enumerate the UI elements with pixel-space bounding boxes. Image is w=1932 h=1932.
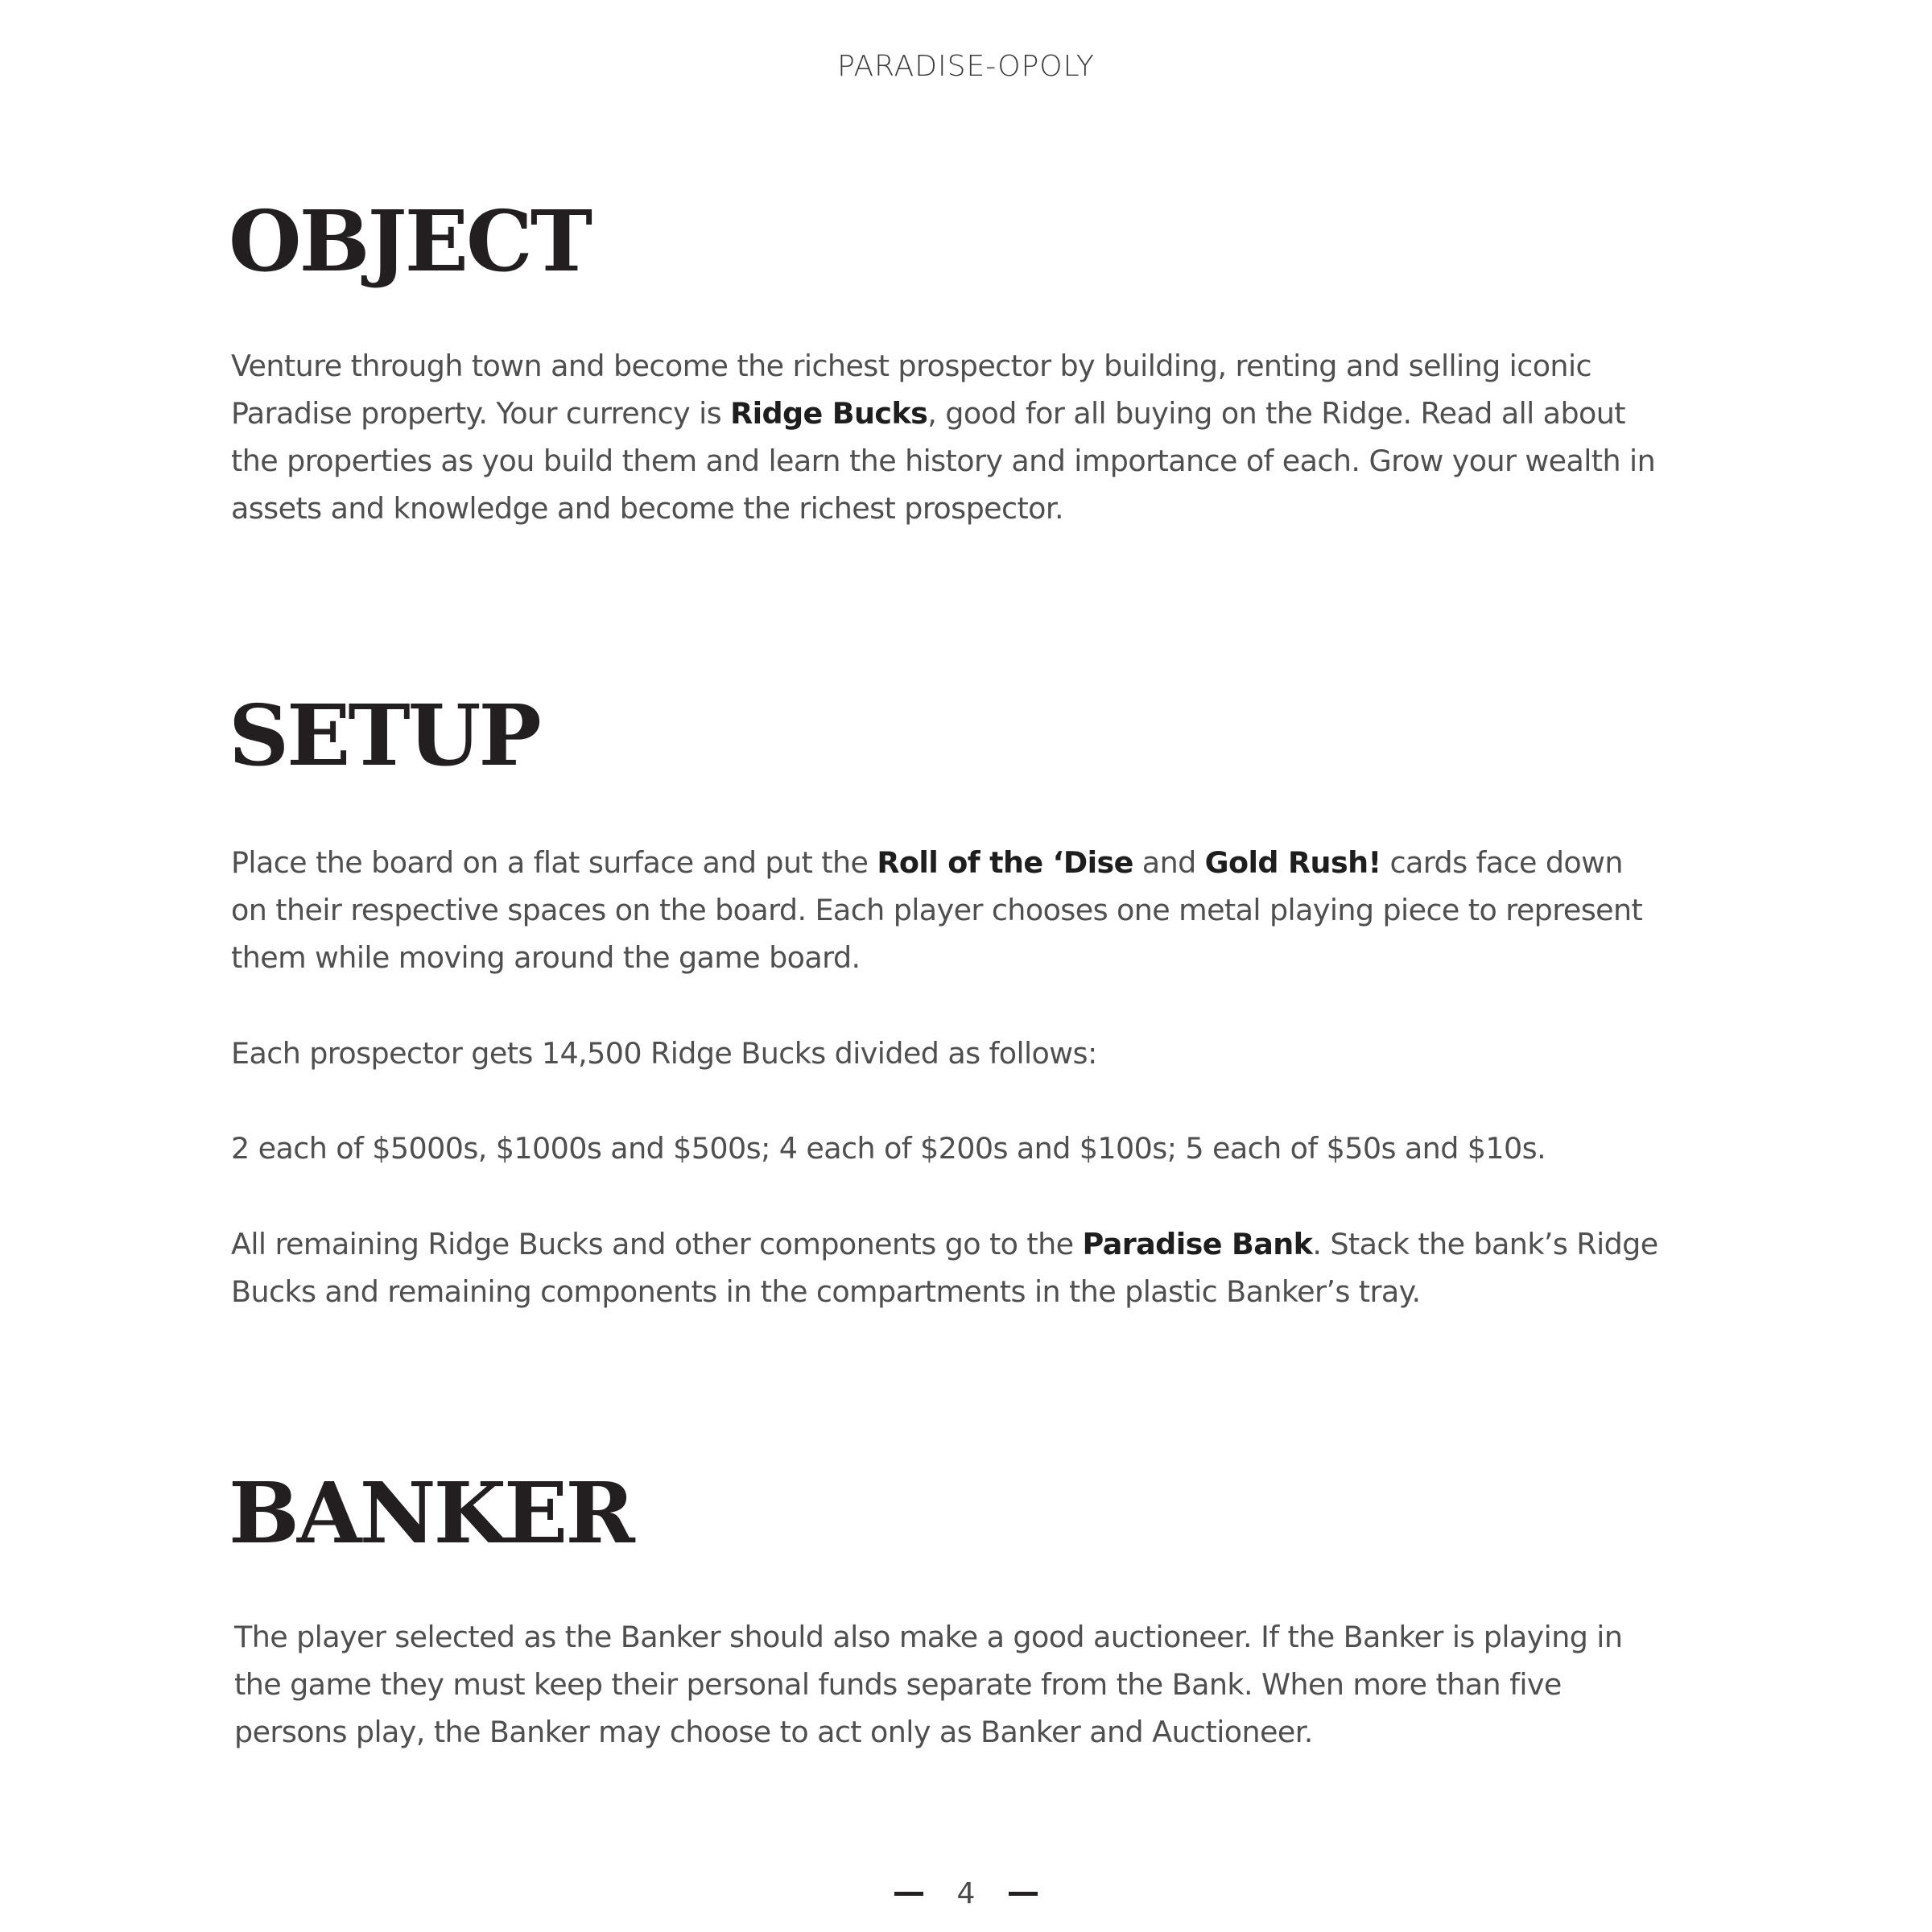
setup-paragraph-2: Each prospector gets 14,500 Ridge Bucks divided as follows: <box>231 1036 1097 1071</box>
page-number: 4 <box>956 1876 976 1910</box>
text-run: . Stack the bank’s Ridge Bucks and remaining components in the compartments in the plastic Banker’s tray. <box>231 1227 1658 1309</box>
running-header: PARADISE-OPOLY <box>837 50 1095 83</box>
object-heading: OBJECT <box>229 192 591 291</box>
footer-dash-left <box>894 1892 923 1896</box>
setup-heading: SETUP <box>229 686 539 785</box>
text-run: All remaining Ridge Bucks and other components go to the <box>231 1227 1083 1261</box>
setup-paragraph-4 <box>231 1220 1664 1315</box>
banker-heading: BANKER <box>229 1463 633 1563</box>
ridge-bucks-emphasis: Ridge Bucks <box>730 396 928 431</box>
setup-paragraph-1 <box>231 839 1664 981</box>
setup-paragraph-3: 2 each of $5000s, $1000s and $500s; 4 each of $200s and $100s; 5 each of $50s and $10s. <box>231 1131 1546 1166</box>
gold-rush-emphasis: Gold Rush! <box>1204 845 1381 880</box>
text-run: Venture through town and become the richest prospector by building, renting and selling iconic Paradise property. Your currency is <box>231 349 1591 431</box>
text-run: Place the board on a flat surface and put the <box>231 845 877 880</box>
footer-dash-right <box>1009 1892 1038 1896</box>
text-run: cards face down on their respective spaces on the board. Each player chooses one metal playing piece to represent them while moving around the game board. <box>231 845 1643 975</box>
paradise-bank-emphasis: Paradise Bank <box>1082 1227 1313 1261</box>
page-footer <box>0 1869 1932 1918</box>
text-run: and <box>1133 845 1205 880</box>
roll-of-the-dise-emphasis: Roll of the ‘Dise <box>877 845 1133 880</box>
banker-paragraph: The player selected as the Banker should also make a good auctioneer. If the Banker is playing in the game they must keep their personal funds separate from the Bank. When more than five persons play, the Banker may choose to act only as Banker and Auctioneer. <box>234 1620 1623 1749</box>
object-paragraph <box>231 342 1664 532</box>
text-run: , good for all buying on the Ridge. Read all about the properties as you build them and learn the history and importance of each. Grow your wealth in assets and knowledge and become the richest prospector. <box>231 396 1656 526</box>
